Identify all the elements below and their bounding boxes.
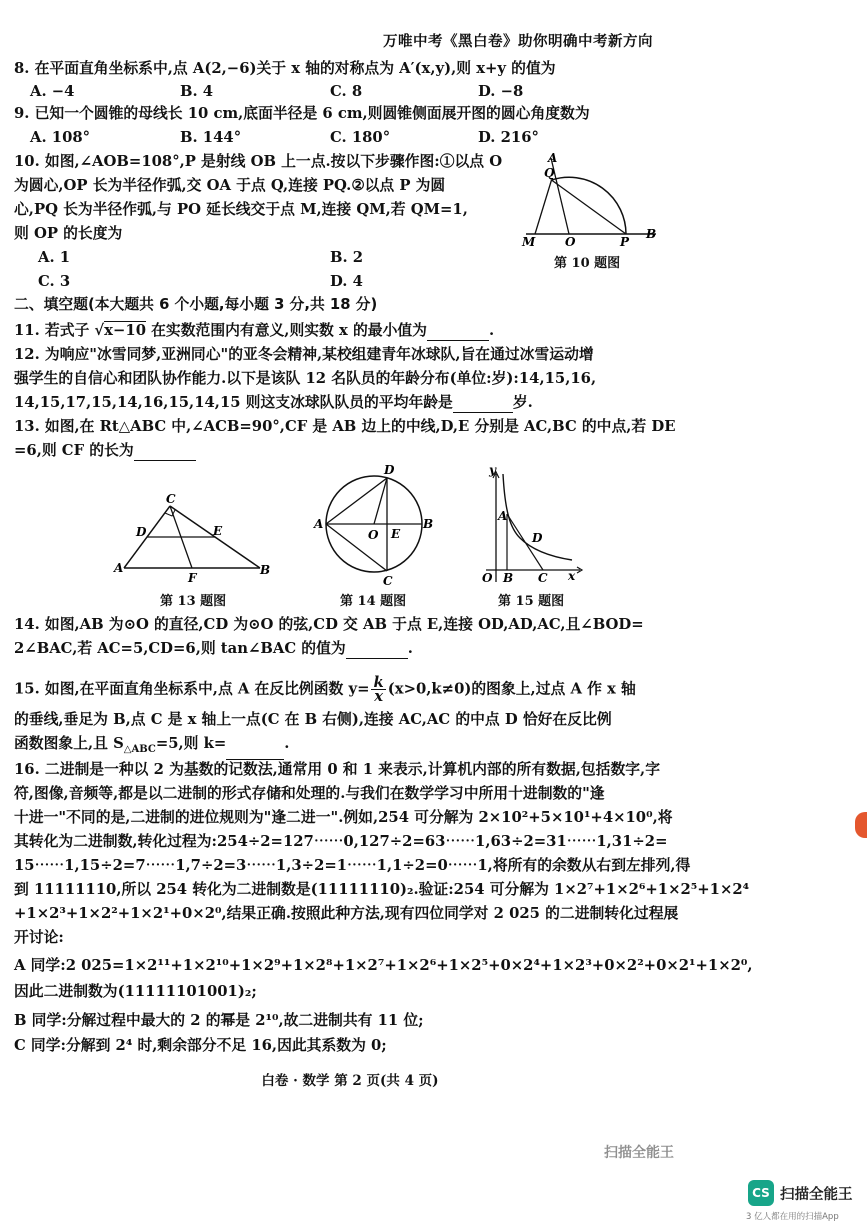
label-d: D: [384, 463, 395, 477]
label-q: Q: [544, 166, 555, 180]
page-header: 万唯中考《黑白卷》助你明确中考新方向: [383, 34, 653, 50]
label-e: E: [213, 524, 223, 538]
answer-blank[interactable]: [453, 396, 513, 413]
q10-option-c[interactable]: C. 3: [38, 273, 71, 290]
text-line-q16b: 符,图像,音频等,都是以二进制的形式存储和处理的.与我们在数学学习中所用十进制数的"逢: [14, 785, 605, 802]
answer-blank[interactable]: [134, 444, 196, 461]
text-line-q16d: 其转化为二进制数,转化过程为:254÷2=127⋯⋯0,127÷2=63⋯⋯1,63÷2=31⋯⋯1,31÷2=: [14, 833, 668, 850]
text-line-q9: 9. 已知一个圆锥的母线长 10 cm,底面半径是 6 cm,则圆锥侧面展开图的圆心角度数为: [14, 105, 590, 122]
question-15-line-3: 函数图象上,且 $S_{\triangle ABC}=5$,则 k= .: [14, 734, 289, 760]
label-d: D: [532, 531, 543, 545]
text-line-q16f: 到 11111110,所以 254 转化为二进制数是(11111110)₂.验证:254 可分解为 1×2⁷+1×2⁶+1×2⁵+1×2⁴: [14, 881, 750, 898]
answer-blank[interactable]: [427, 324, 489, 341]
scanner-watermark: [748, 1180, 853, 1206]
q10-option-a[interactable]: A. 1: [38, 249, 71, 266]
text-line-q10c: 心,PQ 长为半径作弧,与 PO 延长线交于点 M,连接 QM,若 QM=1,: [14, 201, 468, 218]
figure-14-caption: 第 14 题图: [340, 594, 407, 609]
text-line-q16h: 开讨论:: [14, 929, 64, 946]
label-o: O: [368, 528, 379, 542]
text-line-q16l: C 同学:分解到 2⁴ 时,剩余部分不足 16,因此其系数为 0;: [14, 1037, 387, 1054]
text-line-q15b: 的垂线,垂足为 B,点 C 是 x 轴上一点(C 在 B 右侧),连接 AC,AC 的中点 D 恰好在反比例: [14, 711, 612, 728]
question-13-line-2: =6,则 CF 的长为: [14, 441, 196, 461]
watermark-subtitle: 3 亿人都在用的扫描App: [746, 1212, 839, 1222]
text-line-q16j: 因此二进制数为(11111101001)₂;: [14, 983, 257, 1000]
text-line-q10a: 10. 如图,∠AOB=108°,P 是射线 OB 上一点.按以下步骤作图:①以点 O: [14, 153, 503, 170]
text-line-q12a: 12. 为响应"冰雪同梦,亚洲同心"的亚冬会精神,某校组建青年冰球队,旨在通过冰雪运动增: [14, 346, 594, 363]
text-line-q8: 8. 在平面直角坐标系中,点 A(2,−6)关于 x 轴的对称点为 A′(x,y),则 x+y 的值为: [14, 60, 556, 77]
answer-blank[interactable]: [226, 743, 284, 760]
figure-15-caption: 第 15 题图: [498, 594, 565, 609]
figure-10-caption: 第 10 题图: [554, 256, 621, 271]
text-line-q16i: A 同学:2 025=1×2¹¹+1×2¹⁰+1×2⁹+1×2⁸+1×2⁷+1×2⁶+1×2⁵+0×2⁴+1×2³+0×2²+0×2¹+1×2⁰,: [14, 957, 753, 974]
label-a: A: [498, 509, 508, 523]
q8-option-a[interactable]: A. −4: [30, 83, 75, 100]
label-a: A: [114, 561, 124, 575]
scanner-strip-text: 扫描全能王: [604, 1145, 674, 1161]
q10-option-b[interactable]: B. 2: [330, 249, 364, 266]
text-line-q12b: 强学生的自信心和团队协作能力.以下是该队 12 名队员的年龄分布(单位:岁):14,15,16,: [14, 370, 597, 387]
label-p: P: [620, 235, 630, 248]
label-c: C: [166, 492, 176, 506]
text-line-q16k: B 同学:分解过程中最大的 2 的幂是 2¹⁰,故二进制共有 11 位;: [14, 1012, 424, 1029]
label-c: C: [383, 574, 393, 588]
label-b: B: [423, 517, 434, 531]
label-o: O: [482, 571, 493, 585]
label-y: y: [489, 466, 496, 477]
label-a: A: [314, 517, 324, 531]
watermark-title: 扫描全能王: [780, 1186, 853, 1203]
text-line-q10b: 为圆心,OP 长为半径作弧,交 OA 于点 Q,连接 PQ.②以点 P 为圆: [14, 177, 446, 194]
segment-od: [374, 478, 387, 524]
label-f: F: [188, 571, 197, 585]
label-e: E: [391, 527, 401, 541]
q9-option-b[interactable]: B. 144°: [180, 129, 242, 146]
question-15-line-1: 15. 如图,在平面直角坐标系中,点 A 在反比例函数 y= $\frac{k}{x}$ (x>0,k≠0)的图象上,过点 A 作 x 轴: [14, 674, 636, 705]
q8-option-d[interactable]: D. −8: [478, 83, 524, 100]
text-line-q16g: +1×2³+1×2²+1×2¹+0×2⁰,结果正确.按照此种方法,现有四位同学对 2 025 的二进制转化过程展: [14, 905, 679, 922]
question-12-line-3: 14,15,17,15,14,16,15,14,15 则这支冰球队队员的平均年龄是 岁.: [14, 394, 533, 411]
label-x: x: [568, 569, 576, 583]
text-line-q10d: 则 OP 的长度为: [14, 225, 123, 242]
text-line-q16a: 16. 二进制是一种以 2 为基数的记数法,通常用 0 和 1 来表示,计算机内部的所有数据,包括数字,字: [14, 761, 660, 778]
question-14-line-2: 2∠BAC,若 AC=5,CD=6,则 tan∠BAC 的值为 .: [14, 640, 413, 657]
figure-10-diagram: [508, 150, 668, 248]
figure-13-caption: 第 13 题图: [160, 594, 227, 609]
segment-ad: [326, 478, 387, 524]
label-o: O: [565, 235, 576, 248]
label-b: B: [646, 227, 657, 241]
fraction-k-over-x: $\frac{k}{x}$: [373, 674, 384, 705]
q8-option-c[interactable]: C. 8: [330, 83, 363, 100]
label-b: B: [260, 563, 271, 577]
q9-option-d[interactable]: D. 216°: [478, 129, 539, 146]
segment-qm: [535, 180, 552, 234]
q10-option-d[interactable]: D. 4: [330, 273, 363, 290]
q8-option-b[interactable]: B. 4: [180, 83, 214, 100]
camscanner-logo-icon: CS: [748, 1180, 774, 1206]
label-m: M: [522, 235, 536, 248]
question-11: 11. 若式子 √x−10 在实数范围内有意义,则实数 x 的最小值为 .: [14, 322, 495, 339]
label-c: C: [538, 571, 548, 585]
page-footer: 白卷 · 数学 第 2 页(共 4 页): [261, 1073, 439, 1089]
side-marker: [855, 812, 867, 838]
q9-option-c[interactable]: C. 180°: [330, 129, 391, 146]
label-d: D: [136, 525, 147, 539]
label-a: A: [548, 151, 558, 165]
text-line-q16c: 十进一"不同的是,二进制的进位规则为"逢二进一".例如,254 可分解为 2×10²+5×10¹+4×10⁰,将: [14, 809, 673, 826]
hyperbola-curve: [503, 474, 572, 560]
text-line-q14a: 14. 如图,AB 为⊙O 的直径,CD 为⊙O 的弦,CD 交 AB 于点 E,连接 OD,AD,AC,且∠BOD=: [14, 616, 644, 633]
q9-option-a[interactable]: A. 108°: [30, 129, 91, 146]
figure-14-diagram: [312, 462, 436, 588]
figure-15-diagram: [476, 466, 588, 586]
label-b: B: [503, 571, 514, 585]
figure-13-diagram: [112, 490, 274, 586]
answer-blank[interactable]: [346, 642, 408, 659]
text-line-q13a: 13. 如图,在 Rt△ABC 中,∠ACB=90°,CF 是 AB 边上的中线,D,E 分别是 AC,BC 的中点,若 DE: [14, 418, 676, 435]
text-line-q16e: 15⋯⋯1,15÷2=7⋯⋯1,7÷2=3⋯⋯1,3÷2=1⋯⋯1,1÷2=0⋯⋯1,将所有的余数从右到左排列,得: [14, 857, 691, 874]
text-line-sec2: 二、填空题(本大题共 6 个小题,每小题 3 分,共 18 分): [14, 296, 378, 313]
